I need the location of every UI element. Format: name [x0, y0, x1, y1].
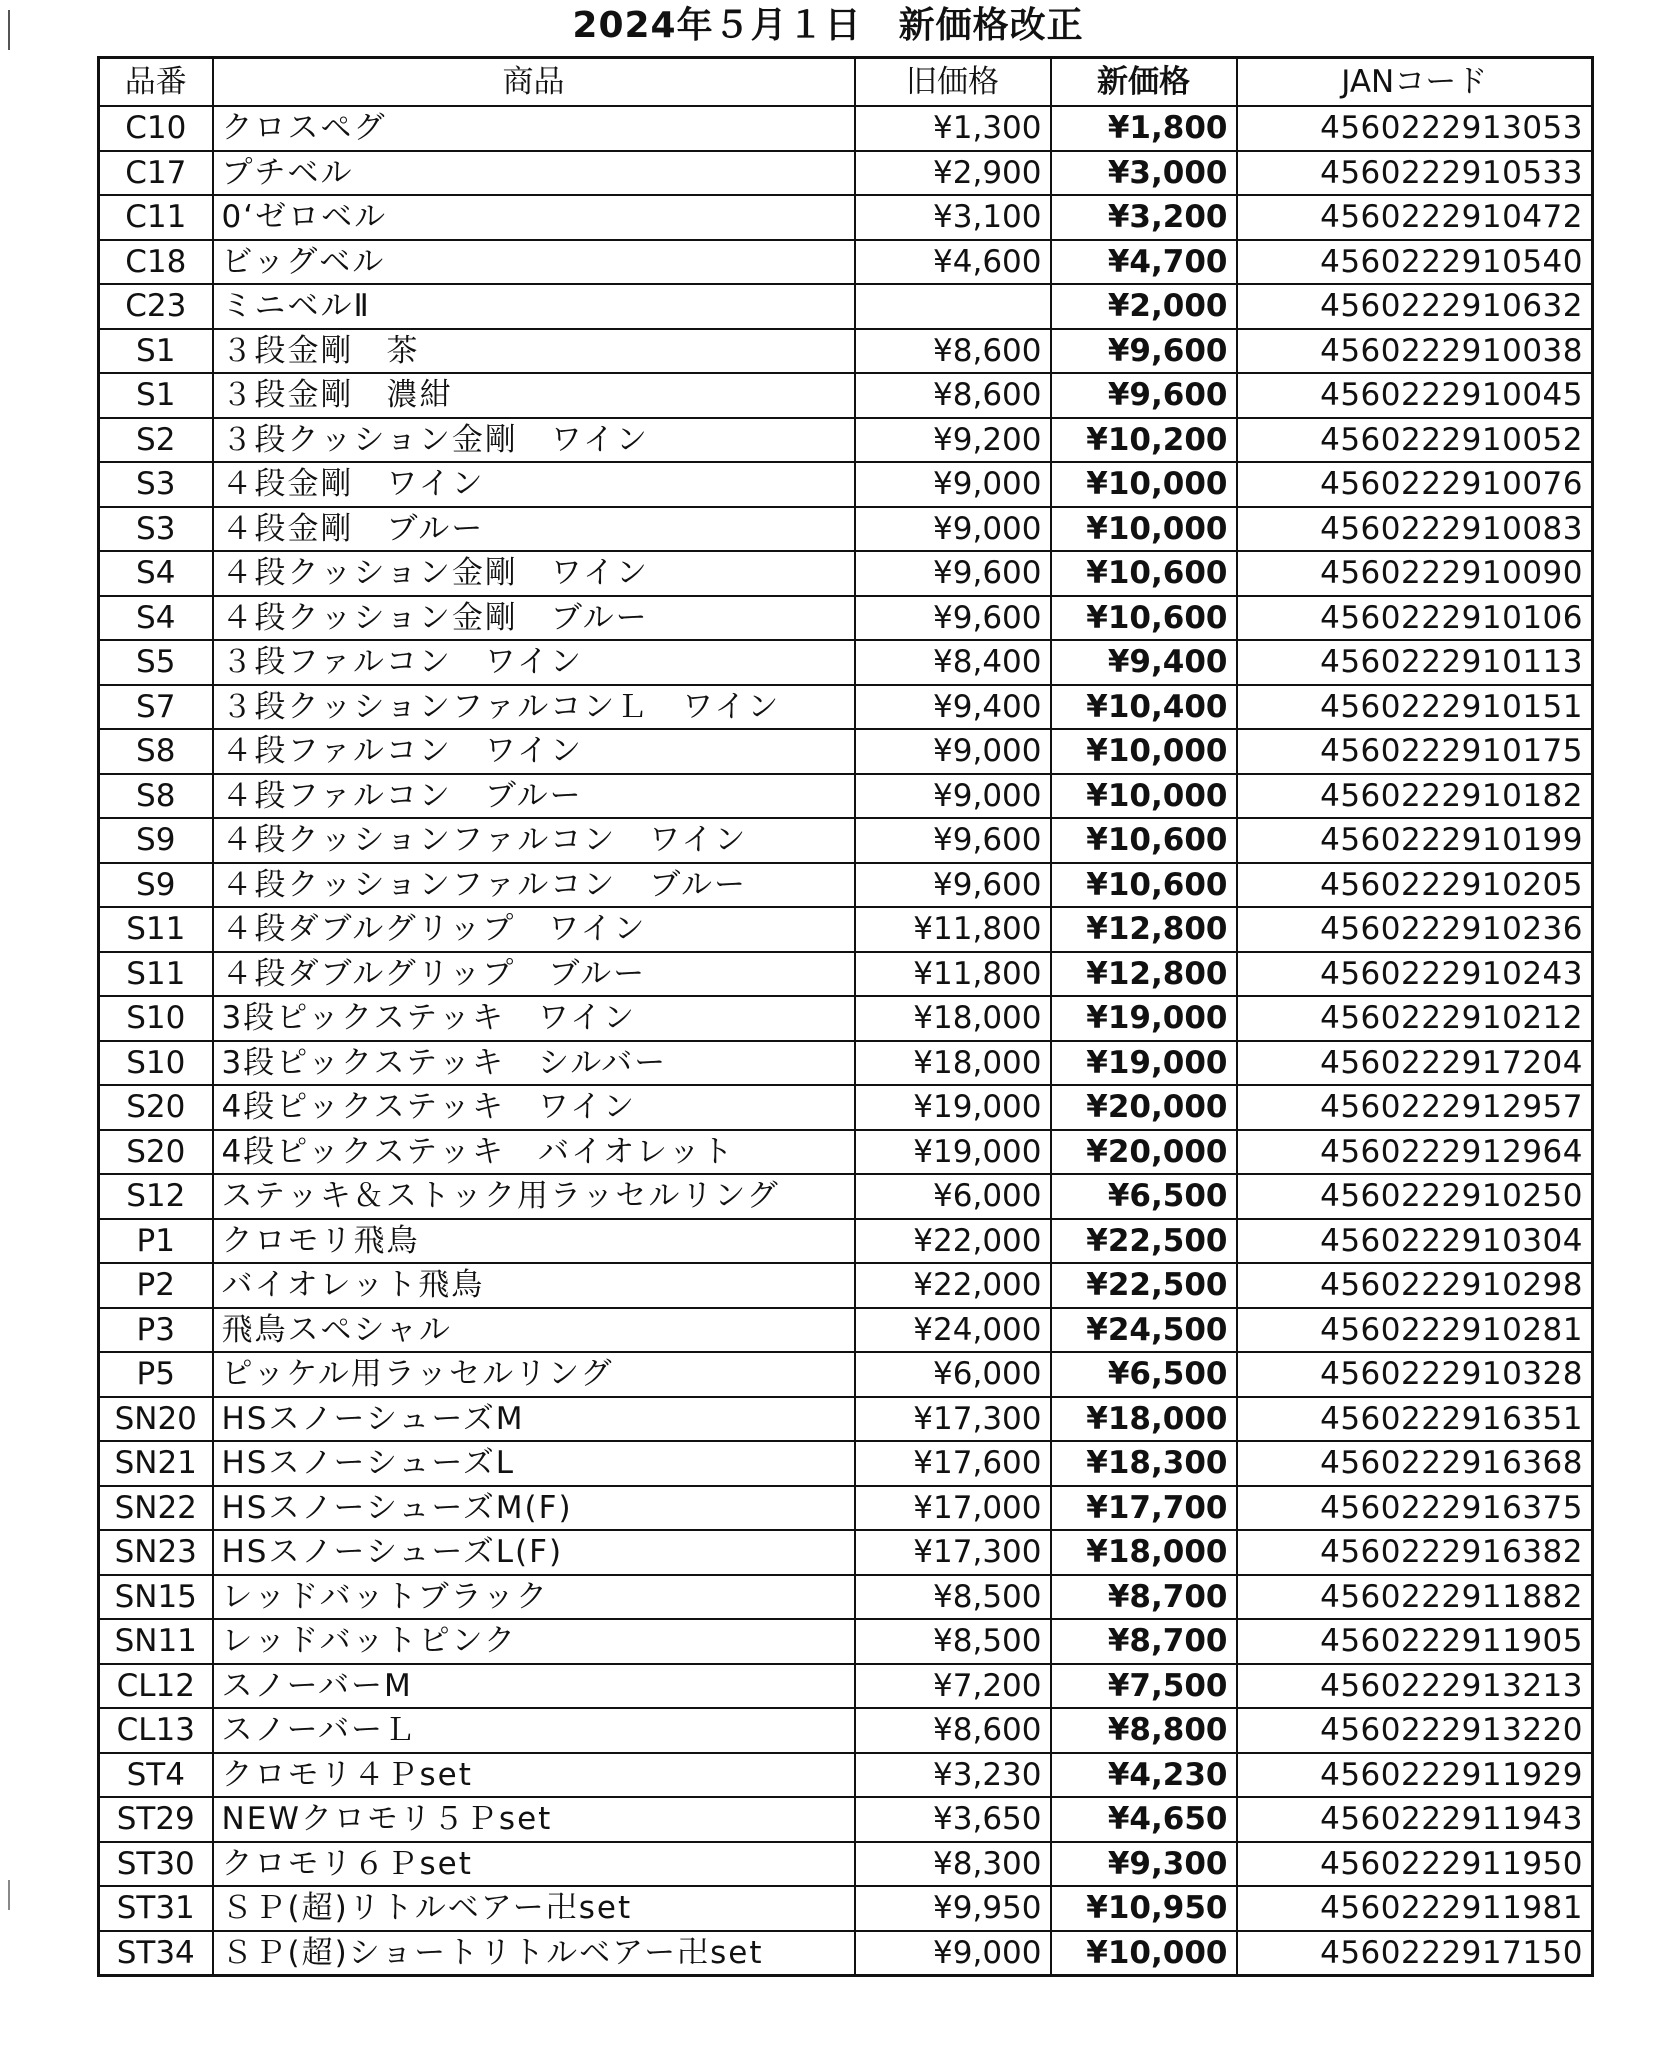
cell-name: ＳＰ(超)ショートリトルベアー卍set [213, 1931, 855, 1976]
cell-jan: 4560222917204 [1237, 1041, 1593, 1086]
cell-code: S20 [99, 1130, 213, 1175]
page-title: 2024年５月１日 新価格改正 [572, 5, 1084, 46]
cell-code: S20 [99, 1085, 213, 1130]
cell-name: 3段ピックステッキ シルバー [213, 1041, 855, 1086]
cell-jan: 4560222911950 [1237, 1842, 1593, 1887]
cell-code: SN22 [99, 1486, 213, 1531]
cell-new-price: ¥10,600 [1051, 596, 1237, 641]
header-code: 品番 [99, 58, 213, 107]
cell-name: 0‘ゼロベル [213, 195, 855, 240]
cell-name: クロモリ４Ｐset [213, 1753, 855, 1798]
table-row [99, 1931, 1593, 1976]
cell-code: S3 [99, 507, 213, 552]
cell-name: レッドバットブラック [213, 1575, 855, 1620]
cell-name: プチベル [213, 151, 855, 196]
cell-old-price: ¥17,300 [855, 1530, 1051, 1575]
table-row [99, 284, 1593, 329]
table-row [99, 1575, 1593, 1620]
cell-name: ３段クッション金剛 ワイン [213, 418, 855, 463]
cell-name: ４段ダブルグリップ ブルー [213, 952, 855, 997]
cell-new-price: ¥4,230 [1051, 1753, 1237, 1798]
table-row [99, 1397, 1593, 1442]
cell-old-price: ¥8,500 [855, 1619, 1051, 1664]
cell-code: S4 [99, 596, 213, 641]
cell-new-price: ¥1,800 [1051, 106, 1237, 151]
cell-name: ３段ファルコン ワイン [213, 640, 855, 685]
cell-old-price: ¥22,000 [855, 1219, 1051, 1264]
cell-code: S11 [99, 907, 213, 952]
table-row [99, 1753, 1593, 1798]
table-row [99, 952, 1593, 997]
cell-new-price: ¥12,800 [1051, 952, 1237, 997]
cell-old-price: ¥19,000 [855, 1085, 1051, 1130]
table-row [99, 1441, 1593, 1486]
cell-old-price: ¥8,600 [855, 329, 1051, 374]
cell-new-price: ¥10,600 [1051, 818, 1237, 863]
cell-name: スノーバーＬ [213, 1708, 855, 1753]
table-row [99, 596, 1593, 641]
cell-new-price: ¥10,950 [1051, 1886, 1237, 1931]
cell-jan: 4560222910205 [1237, 863, 1593, 908]
cell-jan: 4560222910281 [1237, 1308, 1593, 1353]
scan-mark [8, 1880, 10, 1910]
cell-code: ST29 [99, 1797, 213, 1842]
cell-jan: 4560222911905 [1237, 1619, 1593, 1664]
table-row [99, 818, 1593, 863]
cell-name: レッドバットピンク [213, 1619, 855, 1664]
cell-new-price: ¥7,500 [1051, 1664, 1237, 1709]
table-row [99, 1530, 1593, 1575]
cell-old-price: ¥11,800 [855, 907, 1051, 952]
cell-jan: 4560222910083 [1237, 507, 1593, 552]
table-row [99, 1085, 1593, 1130]
cell-name: ビッグベル [213, 240, 855, 285]
cell-name: スノーバーM [213, 1664, 855, 1709]
cell-name: ４段クッション金剛 ワイン [213, 551, 855, 596]
table-row [99, 373, 1593, 418]
cell-name: バイオレット飛鳥 [213, 1263, 855, 1308]
cell-new-price: ¥12,800 [1051, 907, 1237, 952]
table-row [99, 1842, 1593, 1887]
cell-new-price: ¥10,000 [1051, 1931, 1237, 1976]
cell-name: ４段金剛 ブルー [213, 507, 855, 552]
cell-new-price: ¥3,000 [1051, 151, 1237, 196]
cell-code: S1 [99, 373, 213, 418]
cell-jan: 4560222910472 [1237, 195, 1593, 240]
cell-new-price: ¥4,650 [1051, 1797, 1237, 1842]
cell-jan: 4560222910106 [1237, 596, 1593, 641]
cell-new-price: ¥9,400 [1051, 640, 1237, 685]
cell-name: HSスノーシューズL(F) [213, 1530, 855, 1575]
table-row [99, 1619, 1593, 1664]
cell-code: S5 [99, 640, 213, 685]
cell-jan: 4560222913220 [1237, 1708, 1593, 1753]
cell-new-price: ¥9,300 [1051, 1842, 1237, 1887]
cell-code: S10 [99, 996, 213, 1041]
cell-code: C10 [99, 106, 213, 151]
cell-new-price: ¥19,000 [1051, 1041, 1237, 1086]
cell-code: S11 [99, 952, 213, 997]
table-row [99, 996, 1593, 1041]
cell-old-price: ¥9,600 [855, 818, 1051, 863]
cell-jan: 4560222910250 [1237, 1174, 1593, 1219]
cell-jan: 4560222910236 [1237, 907, 1593, 952]
cell-old-price: ¥8,600 [855, 373, 1051, 418]
cell-old-price: ¥18,000 [855, 996, 1051, 1041]
cell-code: P2 [99, 1263, 213, 1308]
cell-old-price: ¥8,600 [855, 1708, 1051, 1753]
cell-name: 4段ピックステッキ バイオレット [213, 1130, 855, 1175]
cell-old-price: ¥8,500 [855, 1575, 1051, 1620]
cell-new-price: ¥10,000 [1051, 507, 1237, 552]
table-row [99, 1886, 1593, 1931]
table-row [99, 106, 1593, 151]
cell-old-price: ¥4,600 [855, 240, 1051, 285]
cell-jan: 4560222910045 [1237, 373, 1593, 418]
cell-name: ステッキ＆ストック用ラッセルリング [213, 1174, 855, 1219]
cell-jan: 4560222910304 [1237, 1219, 1593, 1264]
cell-new-price: ¥19,000 [1051, 996, 1237, 1041]
cell-new-price: ¥18,300 [1051, 1441, 1237, 1486]
table-row [99, 1174, 1593, 1219]
cell-code: P5 [99, 1352, 213, 1397]
cell-old-price: ¥9,000 [855, 1931, 1051, 1976]
table-row [99, 1708, 1593, 1753]
cell-old-price: ¥7,200 [855, 1664, 1051, 1709]
table-row [99, 195, 1593, 240]
cell-code: C17 [99, 151, 213, 196]
cell-code: SN11 [99, 1619, 213, 1664]
cell-code: S7 [99, 685, 213, 730]
table-row [99, 418, 1593, 463]
cell-code: S9 [99, 818, 213, 863]
cell-code: P3 [99, 1308, 213, 1353]
table-row [99, 1308, 1593, 1353]
cell-old-price: ¥19,000 [855, 1130, 1051, 1175]
cell-jan: 4560222910151 [1237, 685, 1593, 730]
cell-jan: 4560222910328 [1237, 1352, 1593, 1397]
cell-new-price: ¥18,000 [1051, 1397, 1237, 1442]
table-row [99, 462, 1593, 507]
cell-jan: 4560222916368 [1237, 1441, 1593, 1486]
cell-new-price: ¥4,700 [1051, 240, 1237, 285]
cell-jan: 4560222912957 [1237, 1085, 1593, 1130]
table-row [99, 240, 1593, 285]
cell-old-price: ¥9,950 [855, 1886, 1051, 1931]
cell-new-price: ¥6,500 [1051, 1352, 1237, 1397]
cell-code: S1 [99, 329, 213, 374]
cell-new-price: ¥9,600 [1051, 373, 1237, 418]
cell-name: 飛鳥スペシャル [213, 1308, 855, 1353]
cell-new-price: ¥24,500 [1051, 1308, 1237, 1353]
cell-jan: 4560222910243 [1237, 952, 1593, 997]
cell-name: 4段ピックステッキ ワイン [213, 1085, 855, 1130]
cell-name: HSスノーシューズM(F) [213, 1486, 855, 1531]
cell-code: S9 [99, 863, 213, 908]
cell-old-price: ¥3,100 [855, 195, 1051, 240]
cell-name: ピッケル用ラッセルリング [213, 1352, 855, 1397]
cell-new-price: ¥10,600 [1051, 863, 1237, 908]
cell-jan: 4560222910182 [1237, 774, 1593, 819]
table-row [99, 774, 1593, 819]
cell-code: CL13 [99, 1708, 213, 1753]
cell-name: ４段クッションファルコン ブルー [213, 863, 855, 908]
header-name: 商品 [213, 58, 855, 107]
cell-old-price: ¥9,000 [855, 462, 1051, 507]
header-jan: JANコード [1237, 58, 1593, 107]
cell-name: ミニベルⅡ [213, 284, 855, 329]
cell-code: SN21 [99, 1441, 213, 1486]
cell-old-price: ¥3,650 [855, 1797, 1051, 1842]
cell-name: ３段金剛 茶 [213, 329, 855, 374]
cell-old-price: ¥9,600 [855, 596, 1051, 641]
cell-old-price: ¥9,000 [855, 729, 1051, 774]
table-row [99, 729, 1593, 774]
cell-name: クロモリ６Ｐset [213, 1842, 855, 1887]
cell-jan: 4560222910212 [1237, 996, 1593, 1041]
cell-code: ST34 [99, 1931, 213, 1976]
cell-code: SN20 [99, 1397, 213, 1442]
cell-name: ＳＰ(超)リトルベアー卍set [213, 1886, 855, 1931]
cell-code: S8 [99, 729, 213, 774]
cell-code: SN23 [99, 1530, 213, 1575]
cell-new-price: ¥10,400 [1051, 685, 1237, 730]
cell-name: ４段クッションファルコン ワイン [213, 818, 855, 863]
cell-jan: 4560222913053 [1237, 106, 1593, 151]
cell-old-price: ¥3,230 [855, 1753, 1051, 1798]
cell-old-price: ¥11,800 [855, 952, 1051, 997]
cell-new-price: ¥8,700 [1051, 1575, 1237, 1620]
cell-name: ４段ファルコン ワイン [213, 729, 855, 774]
header-new-price: 新価格 [1051, 58, 1237, 107]
cell-old-price: ¥9,400 [855, 685, 1051, 730]
cell-new-price: ¥2,000 [1051, 284, 1237, 329]
cell-name: HSスノーシューズL [213, 1441, 855, 1486]
cell-name: NEWクロモリ５Ｐset [213, 1797, 855, 1842]
cell-new-price: ¥17,700 [1051, 1486, 1237, 1531]
cell-new-price: ¥18,000 [1051, 1530, 1237, 1575]
cell-jan: 4560222916351 [1237, 1397, 1593, 1442]
table-row [99, 151, 1593, 196]
cell-code: S8 [99, 774, 213, 819]
cell-jan: 4560222910298 [1237, 1263, 1593, 1308]
cell-code: C23 [99, 284, 213, 329]
cell-name: クロスペグ [213, 106, 855, 151]
cell-new-price: ¥10,000 [1051, 774, 1237, 819]
cell-new-price: ¥8,700 [1051, 1619, 1237, 1664]
cell-jan: 4560222916375 [1237, 1486, 1593, 1531]
cell-old-price: ¥9,600 [855, 551, 1051, 596]
table-row [99, 507, 1593, 552]
cell-name: クロモリ飛鳥 [213, 1219, 855, 1264]
cell-new-price: ¥9,600 [1051, 329, 1237, 374]
header-old-price: 旧価格 [855, 58, 1051, 107]
table-row [99, 1797, 1593, 1842]
cell-code: S3 [99, 462, 213, 507]
cell-jan: 4560222910038 [1237, 329, 1593, 374]
cell-old-price: ¥8,300 [855, 1842, 1051, 1887]
cell-new-price: ¥6,500 [1051, 1174, 1237, 1219]
cell-new-price: ¥20,000 [1051, 1130, 1237, 1175]
cell-old-price: ¥6,000 [855, 1352, 1051, 1397]
table-row [99, 1041, 1593, 1086]
cell-name: HSスノーシューズM [213, 1397, 855, 1442]
cell-old-price: ¥1,300 [855, 106, 1051, 151]
table-row [99, 640, 1593, 685]
cell-jan: 4560222910090 [1237, 551, 1593, 596]
table-row [99, 1130, 1593, 1175]
cell-old-price: ¥9,000 [855, 507, 1051, 552]
cell-code: S12 [99, 1174, 213, 1219]
table-row [99, 685, 1593, 730]
cell-name: ４段ダブルグリップ ワイン [213, 907, 855, 952]
cell-old-price: ¥22,000 [855, 1263, 1051, 1308]
cell-code: S4 [99, 551, 213, 596]
cell-code: ST30 [99, 1842, 213, 1887]
cell-jan: 4560222911981 [1237, 1886, 1593, 1931]
table-row [99, 1486, 1593, 1531]
cell-new-price: ¥10,000 [1051, 462, 1237, 507]
cell-jan: 4560222910076 [1237, 462, 1593, 507]
cell-old-price: ¥24,000 [855, 1308, 1051, 1353]
cell-old-price: ¥9,600 [855, 863, 1051, 908]
cell-jan: 4560222911929 [1237, 1753, 1593, 1798]
scan-mark [8, 10, 10, 50]
cell-old-price: ¥17,600 [855, 1441, 1051, 1486]
cell-jan: 4560222911943 [1237, 1797, 1593, 1842]
cell-old-price: ¥18,000 [855, 1041, 1051, 1086]
cell-code: S2 [99, 418, 213, 463]
table-row [99, 1263, 1593, 1308]
table-header-row [99, 58, 1593, 107]
cell-code: S10 [99, 1041, 213, 1086]
cell-new-price: ¥10,000 [1051, 729, 1237, 774]
cell-code: ST31 [99, 1886, 213, 1931]
cell-jan: 4560222910113 [1237, 640, 1593, 685]
cell-new-price: ¥8,800 [1051, 1708, 1237, 1753]
cell-old-price: ¥17,000 [855, 1486, 1051, 1531]
cell-code: C18 [99, 240, 213, 285]
cell-name: ４段クッション金剛 ブルー [213, 596, 855, 641]
cell-old-price [855, 284, 1051, 329]
cell-jan: 4560222910533 [1237, 151, 1593, 196]
cell-name: 3段ピックステッキ ワイン [213, 996, 855, 1041]
cell-jan: 4560222913213 [1237, 1664, 1593, 1709]
cell-code: CL12 [99, 1664, 213, 1709]
cell-new-price: ¥3,200 [1051, 195, 1237, 240]
table-row [99, 863, 1593, 908]
cell-new-price: ¥22,500 [1051, 1219, 1237, 1264]
table-row [99, 907, 1593, 952]
table-row [99, 1219, 1593, 1264]
cell-jan: 4560222911882 [1237, 1575, 1593, 1620]
cell-jan: 4560222912964 [1237, 1130, 1593, 1175]
table-row [99, 1664, 1593, 1709]
cell-jan: 4560222910052 [1237, 418, 1593, 463]
cell-name: ４段金剛 ワイン [213, 462, 855, 507]
cell-new-price: ¥10,600 [1051, 551, 1237, 596]
table-body [99, 106, 1593, 1976]
cell-jan: 4560222910540 [1237, 240, 1593, 285]
table-row [99, 1352, 1593, 1397]
cell-old-price: ¥9,000 [855, 774, 1051, 819]
price-table [97, 56, 1594, 1977]
cell-name: ４段ファルコン ブルー [213, 774, 855, 819]
cell-code: SN15 [99, 1575, 213, 1620]
cell-jan: 4560222910199 [1237, 818, 1593, 863]
cell-new-price: ¥20,000 [1051, 1085, 1237, 1130]
cell-new-price: ¥22,500 [1051, 1263, 1237, 1308]
cell-code: C11 [99, 195, 213, 240]
cell-old-price: ¥8,400 [855, 640, 1051, 685]
cell-old-price: ¥6,000 [855, 1174, 1051, 1219]
cell-jan: 4560222910175 [1237, 729, 1593, 774]
cell-old-price: ¥17,300 [855, 1397, 1051, 1442]
cell-jan: 4560222917150 [1237, 1931, 1593, 1976]
cell-old-price: ¥9,200 [855, 418, 1051, 463]
table-row [99, 551, 1593, 596]
cell-new-price: ¥10,200 [1051, 418, 1237, 463]
cell-jan: 4560222916382 [1237, 1530, 1593, 1575]
cell-name: ３段クッションファルコンＬ ワイン [213, 685, 855, 730]
table-row [99, 329, 1593, 374]
cell-code: P1 [99, 1219, 213, 1264]
cell-code: ST4 [99, 1753, 213, 1798]
cell-jan: 4560222910632 [1237, 284, 1593, 329]
cell-name: ３段金剛 濃紺 [213, 373, 855, 418]
cell-old-price: ¥2,900 [855, 151, 1051, 196]
